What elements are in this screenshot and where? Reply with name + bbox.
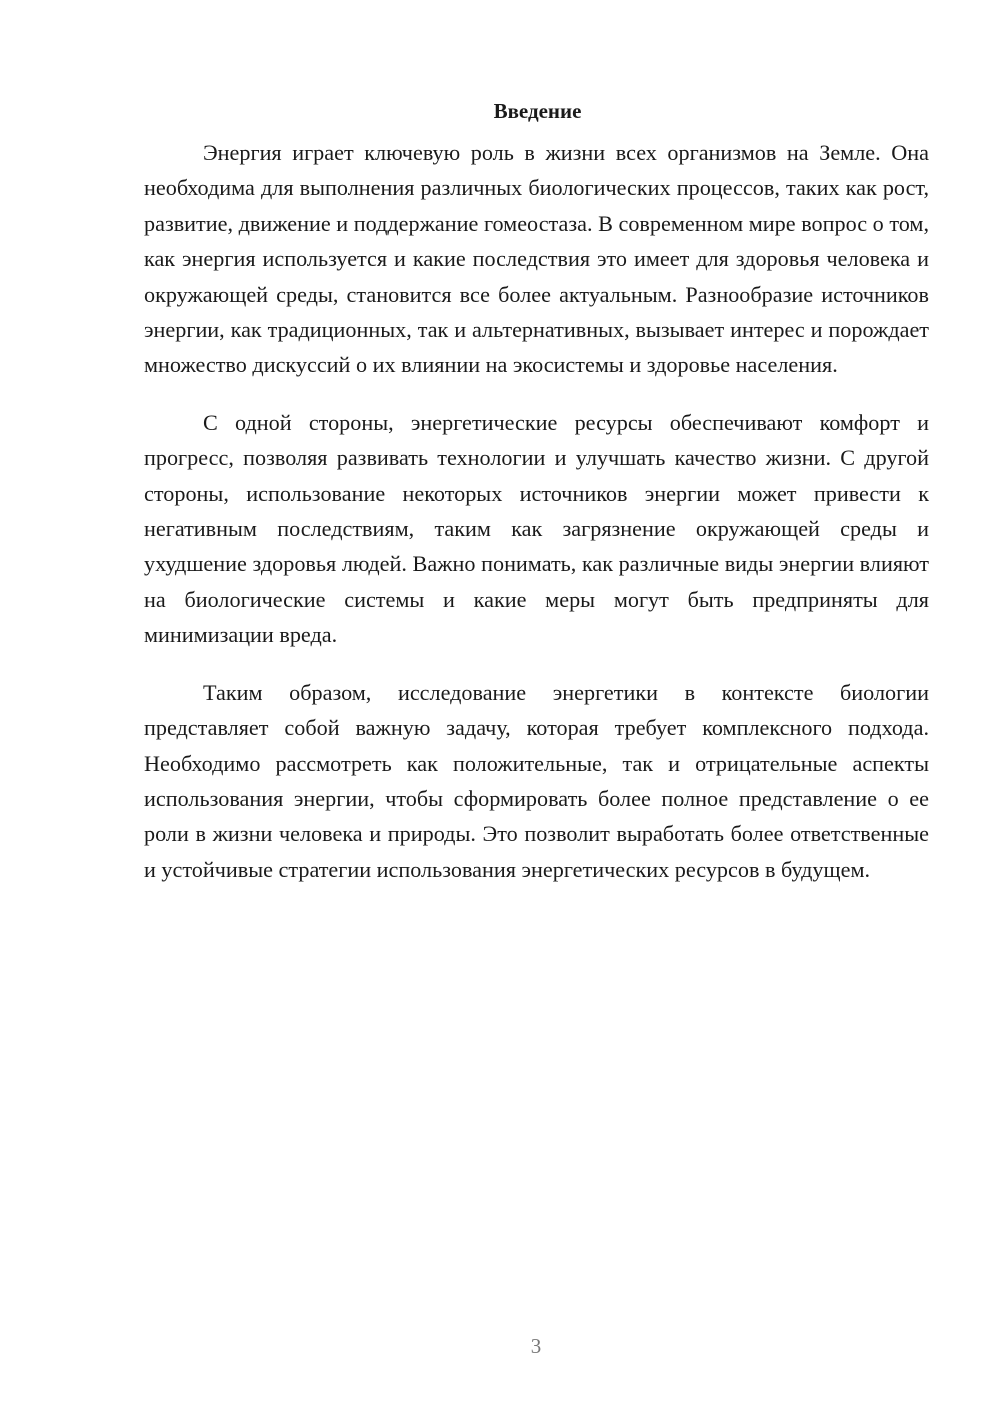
paragraph-2: С одной стороны, энергетические ресурсы обеспечивают комфорт и прогресс, позволяя развивать технологии и улучшать качество жизни. С другой стороны, использование некоторых источников энергии может привести к негативным последствиям, таким как загрязнение окружающей среды и ухудшение здоровья людей. Важно понимать, как различные виды энергии влияют на биологические системы и какие меры могут быть предприняты для минимизации вреда.: [144, 409, 929, 648]
section-heading: Введение: [493, 99, 582, 123]
paragraph-1: Энергия играет ключевую роль в жизни всех организмов на Земле. Она необходима для выполнения различных биологических процессов, таких как рост, развитие, движение и поддержание гомеостаза. В современном мире вопрос о том, как энергия используется и какие последствия это имеет для здоровья человека и окружающей среды, становится все более актуальным. Разнообразие источников энергии, как традиционных, так и альтернативных, вызывает интерес и порождает множество дискуссий о их влиянии на экосистемы и здоровье населения.: [144, 140, 929, 378]
page-content: [144, 96, 929, 909]
paragraph-3: Таким образом, исследование энергетики в контексте биологии представляет собой важную задачу, которая требует комплексного подхода. Необходимо рассмотреть как положительные, так и отрицательные аспекты использования энергии, чтобы сформировать более полное представление о ее роли в жизни человека и природы. Это позволит выработать более ответственные и устойчивые стратегии использования энергетических ресурсов в будущем.: [144, 679, 929, 882]
page-number: 3: [530, 1334, 542, 1358]
